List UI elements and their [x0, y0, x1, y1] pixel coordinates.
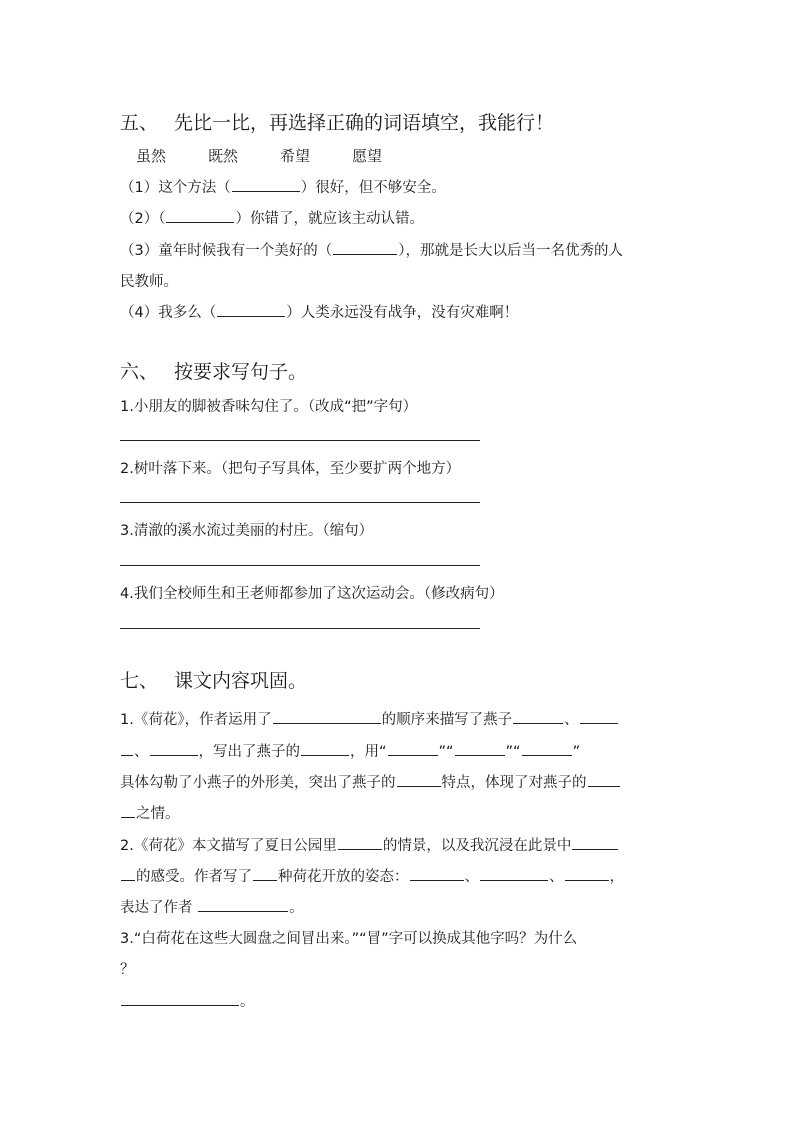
review-item-1-line-2: 、 ，写出了燕子的 ，用“ ”“ ”“ ”	[120, 740, 580, 761]
blank[interactable]	[198, 897, 288, 912]
review-item-1-line-3: 具体勾勒了小燕子的外形美，突出了燕子的 特点，体现了对燕子的	[120, 771, 621, 792]
section-6-title	[120, 357, 307, 384]
blank[interactable]	[333, 240, 397, 255]
word-option: 虽然	[136, 147, 167, 165]
answer-line[interactable]	[120, 502, 480, 503]
answer-line[interactable]	[120, 628, 480, 629]
section-7-number: 七、	[120, 670, 159, 692]
sentence-task: 4.我们全校师生和王老师都参加了这次运动会。（修改病句）	[120, 586, 504, 602]
word-option: 既然	[208, 147, 239, 165]
fill-item-1: （1）这个方法（ ）很好，但不够安全。	[120, 176, 446, 197]
blank[interactable]	[388, 741, 438, 756]
review-item-1-line-4: 之情。	[120, 802, 180, 823]
blank[interactable]	[588, 772, 620, 787]
section-5-heading: 先比一比，再选择正确的词语填空，我能行！	[174, 112, 555, 134]
blank[interactable]	[232, 177, 300, 192]
sentence-task: 3.清澈的溪水流过美丽的村庄。（缩句）	[120, 523, 374, 539]
blank[interactable]	[217, 302, 285, 317]
section-5-title	[120, 108, 554, 135]
blank[interactable]	[455, 741, 505, 756]
fill-item-3-cont: 民教师。	[120, 274, 178, 290]
sentence-task: 1.小朋友的脚被香味勾住了。（改成“把”字句）	[120, 399, 418, 415]
blank[interactable]	[480, 866, 548, 881]
fill-item-4: （4）我多么（ ）人类永远没有战争，没有灾难啊！	[120, 301, 518, 322]
blank[interactable]	[121, 866, 135, 881]
blank[interactable]	[121, 991, 239, 1006]
blank[interactable]	[410, 866, 464, 881]
review-item-3-line-3: 。	[120, 990, 255, 1011]
blank[interactable]	[522, 741, 572, 756]
blank[interactable]	[121, 803, 135, 818]
review-item-2-line-3: 表达了作者 。	[120, 896, 304, 917]
word-option: 愿望	[352, 147, 383, 165]
blank[interactable]	[301, 741, 349, 756]
review-item-2-line-2: 的感受。作者写了 种荷花开放的姿态： 、 、 ，	[120, 865, 624, 886]
blank[interactable]	[572, 835, 618, 850]
fill-item-2: （2）（ ）你错了，就应该主动认错。	[120, 207, 424, 228]
review-item-1-line-1: 1.《荷花》，作者运用了 的顺序来描写了燕子 、	[120, 708, 619, 729]
section-7-heading: 课文内容巩固。	[174, 670, 308, 692]
section-6-heading: 按要求写句子。	[174, 361, 308, 383]
section-7-title	[120, 666, 307, 693]
blank[interactable]	[565, 866, 609, 881]
section-6-number: 六、	[120, 361, 159, 383]
blank[interactable]	[273, 709, 381, 724]
blank[interactable]	[338, 835, 382, 850]
sentence-task: 2.树叶落下来。（把句子写具体，至少要扩两个地方）	[120, 461, 461, 477]
review-item-2-line-1: 2.《荷花》本文描写了夏日公园里 的情景，以及我沉浸在此景中	[120, 834, 619, 855]
blank[interactable]	[397, 772, 441, 787]
blank[interactable]	[150, 741, 198, 756]
review-item-3-line-2: ？	[120, 962, 135, 978]
review-item-3-line-1: 3.“白荷花在这些大圆盘之间冒出来。”“冒”字可以换成其他字吗？为什么	[120, 931, 578, 947]
blank[interactable]	[580, 709, 618, 724]
section-5-number: 五、	[120, 112, 159, 134]
answer-line[interactable]	[120, 440, 480, 441]
word-bank	[136, 145, 382, 166]
blank[interactable]	[121, 741, 133, 756]
answer-line[interactable]	[120, 565, 480, 566]
word-option: 希望	[280, 147, 311, 165]
blank[interactable]	[166, 208, 234, 223]
blank[interactable]	[513, 709, 563, 724]
fill-item-3: （3）童年时候我有一个美好的（ ），那就是长大以后当一名优秀的人	[120, 239, 623, 260]
blank[interactable]	[253, 866, 277, 881]
